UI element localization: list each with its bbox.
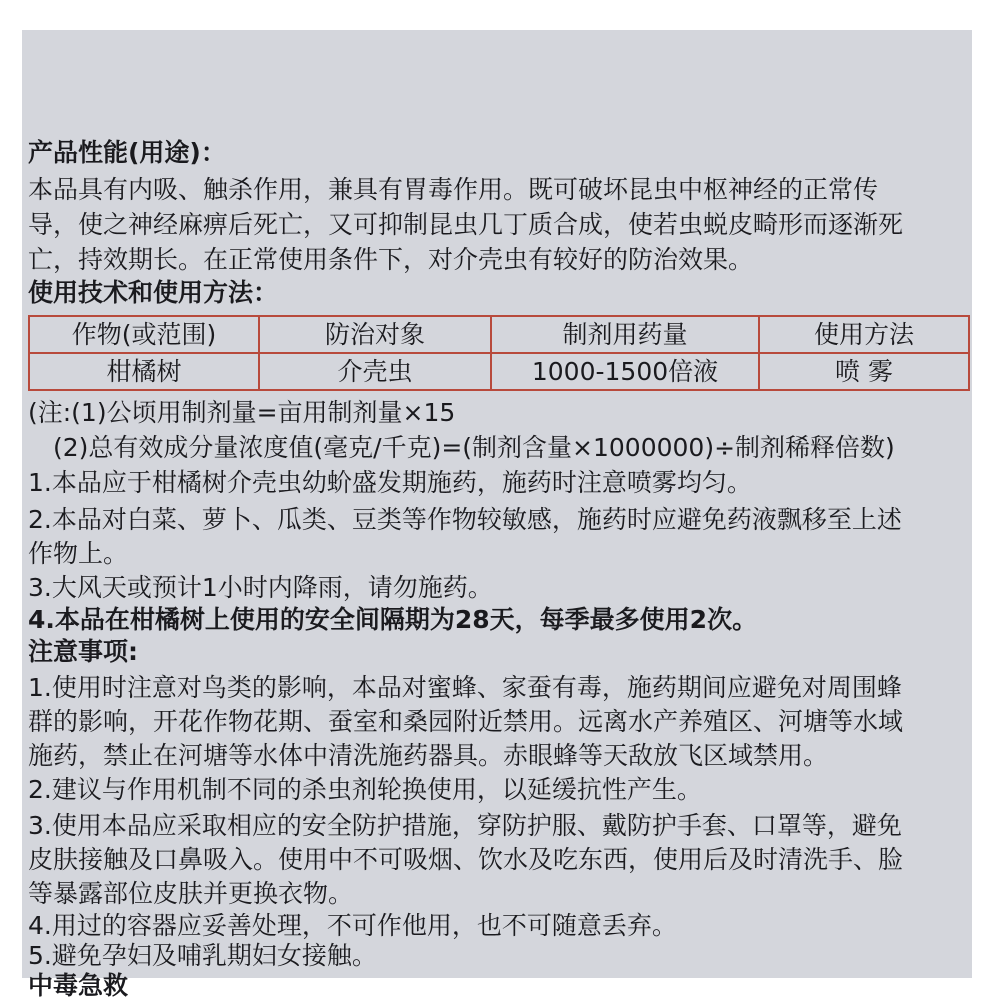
table-cell-target: 介壳虫 xyxy=(259,353,491,390)
table-header-target: 防治对象 xyxy=(259,316,491,353)
table-header-dosage: 制剂用药量 xyxy=(491,316,759,353)
table-row xyxy=(29,353,969,390)
first-aid-heading-partial: 中毒急救 xyxy=(28,971,129,1000)
note-line-1: (注:(1)公顷用制剂量=亩用制剂量×15 xyxy=(28,398,456,427)
table-header-row xyxy=(29,316,969,353)
table-header-crop: 作物(或范围) xyxy=(29,316,259,353)
precaution-line-7: 等暴露部位皮肤并更换衣物。 xyxy=(28,879,354,908)
table-cell-crop: 柑橘树 xyxy=(29,353,259,390)
table-cell-dosage: 1000-1500倍液 xyxy=(491,353,759,390)
usage-heading: 使用技术和使用方法： xyxy=(28,278,279,307)
usage-item-2: 2.本品对白菜、萝卜、瓜类、豆类等作物较敏感，施药时应避免药液飘移至上述 xyxy=(28,505,902,534)
precaution-line-2: 群的影响，开花作物花期、蚕室和桑园附近禁用。远离水产养殖区、河塘等水域 xyxy=(28,707,904,736)
precautions-heading: 注意事项: xyxy=(28,637,138,666)
usage-item-2-cont: 作物上。 xyxy=(28,539,129,568)
table-cell-method: 喷 雾 xyxy=(759,353,969,390)
precaution-line-6: 皮肤接触及口鼻吸入。使用中不可吸烟、饮水及吃东西，使用后及时清洗手、脸 xyxy=(28,845,904,874)
precaution-line-8: 4.用过的容器应妥善处理，不可作他用，也不可随意丢弃。 xyxy=(28,911,677,940)
dosage-table xyxy=(28,315,970,391)
performance-line-3: 亡，持效期长。在正常使用条件下，对介壳虫有较好的防治效果。 xyxy=(28,245,754,274)
usage-item-3: 3.大风天或预计1小时内降雨，请勿施药。 xyxy=(28,573,493,602)
precaution-line-1: 1.使用时注意对鸟类的影响，本品对蜜蜂、家蚕有毒，施药期间应避免对周围蜂 xyxy=(28,673,902,702)
note-line-2: (2)总有效成分量浓度值(毫克/千克)=(制剂含量×1000000)÷制剂稀释倍数) xyxy=(28,433,895,462)
table-header-method: 使用方法 xyxy=(759,316,969,353)
performance-line-2: 导，使之神经麻痹后死亡，又可抑制昆虫几丁质合成，使若虫蜕皮畸形而逐渐死 xyxy=(28,210,904,239)
precaution-line-3: 施药，禁止在河塘等水体中清洗施药器具。赤眼蜂等天敌放飞区域禁用。 xyxy=(28,741,829,770)
safety-interval: 4.本品在柑橘树上使用的安全间隔期为28天，每季最多使用2次。 xyxy=(28,605,758,634)
precaution-line-4: 2.建议与作用机制不同的杀虫剂轮换使用，以延缓抗性产生。 xyxy=(28,775,702,804)
performance-line-1: 本品具有内吸、触杀作用，兼具有胃毒作用。既可破坏昆虫中枢神经的正常传 xyxy=(28,175,879,204)
precaution-line-9: 5.避免孕妇及哺乳期妇女接触。 xyxy=(28,941,377,970)
performance-heading: 产品性能(用途)： xyxy=(28,138,226,167)
usage-item-1: 1.本品应于柑橘树介壳虫幼蚧盛发期施药，施药时注意喷雾均匀。 xyxy=(28,468,752,497)
pesticide-label xyxy=(22,30,972,1000)
precaution-line-5: 3.使用本品应采取相应的安全防护措施，穿防护服、戴防护手套、口罩等，避免 xyxy=(28,811,902,840)
